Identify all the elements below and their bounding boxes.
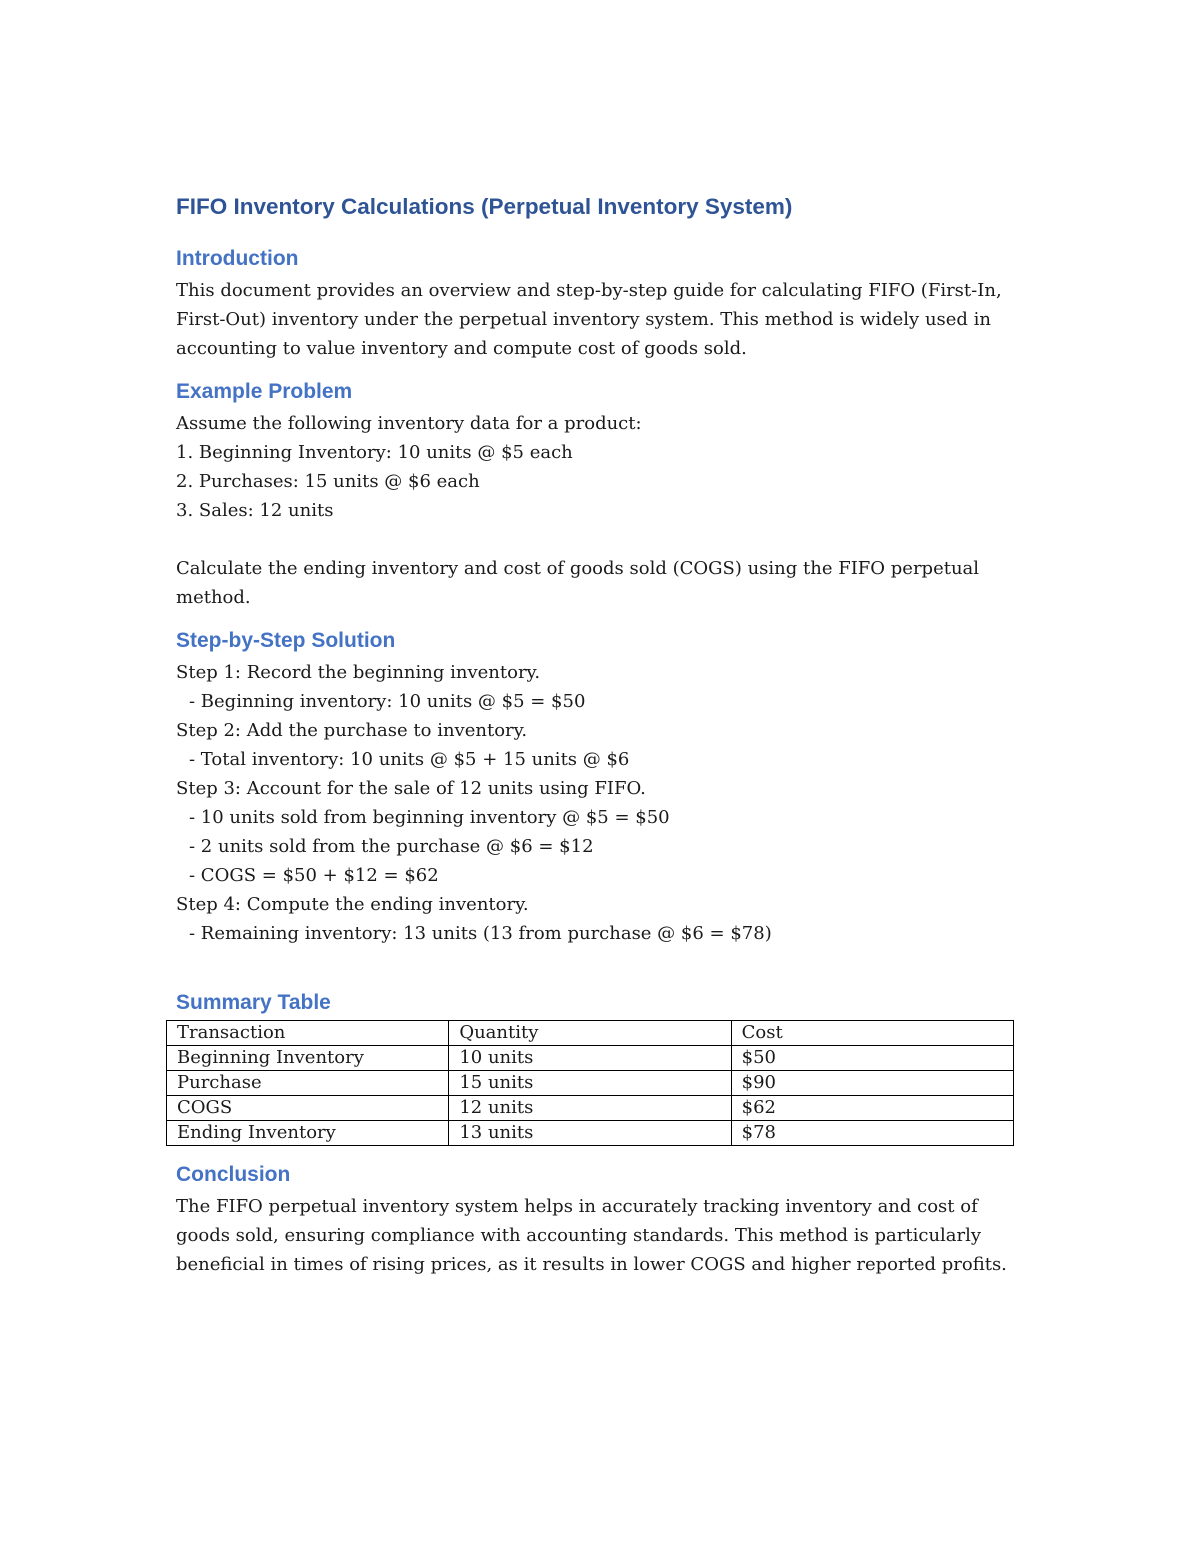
conclusion-line: The FIFO perpetual inventory system helps in accurately tracking inventory and cost of (176, 1196, 978, 1217)
table-cell: 13 units (449, 1121, 731, 1146)
document-body (176, 188, 1016, 1279)
example-item: 2. Purchases: 15 units @ $6 each (176, 471, 480, 492)
table-row (167, 1096, 1014, 1121)
table-row (167, 1046, 1014, 1071)
introduction-line: This document provides an overview and step-by-step guide for calculating FIFO (First-In, (176, 280, 1002, 301)
table-cell: Beginning Inventory (167, 1046, 449, 1071)
step-4: Step 4: Compute the ending inventory. (176, 894, 529, 915)
step-4-detail: - Remaining inventory: 13 units (13 from purchase @ $6 = $78) (189, 923, 772, 944)
table-cell: $50 (731, 1046, 1013, 1071)
table-header-cell: Transaction (167, 1021, 449, 1046)
table-row (167, 1121, 1014, 1146)
table-cell: 12 units (449, 1096, 731, 1121)
introduction-line: First-Out) inventory under the perpetual inventory system. This method is widely used in (176, 309, 992, 330)
example-task-line: Calculate the ending inventory and cost of goods sold (COGS) using the FIFO perpetual (176, 558, 980, 579)
table-cell: $90 (731, 1071, 1013, 1096)
step-1: Step 1: Record the beginning inventory. (176, 662, 541, 683)
table-cell: Purchase (167, 1071, 449, 1096)
introduction-heading: Introduction (176, 247, 299, 270)
step-1-detail: - Beginning inventory: 10 units @ $5 = $50 (189, 691, 586, 712)
example-task-line: method. (176, 587, 251, 608)
table-cell: 10 units (449, 1046, 731, 1071)
table-row (167, 1071, 1014, 1096)
conclusion-line: beneficial in times of rising prices, as it results in lower COGS and higher reported profits. (176, 1254, 1007, 1275)
example-intro: Assume the following inventory data for a product: (176, 413, 642, 434)
spacer (176, 525, 1016, 554)
conclusion-line: goods sold, ensuring compliance with accounting standards. This method is particularly (176, 1225, 982, 1246)
table-header-row (167, 1021, 1014, 1046)
table-header-cell: Quantity (449, 1021, 731, 1046)
solution-heading: Step-by-Step Solution (176, 629, 396, 652)
table-cell: 15 units (449, 1071, 731, 1096)
table-cell: $62 (731, 1096, 1013, 1121)
step-3-detail: - 10 units sold from beginning inventory @ $5 = $50 (189, 807, 670, 828)
document-title: FIFO Inventory Calculations (Perpetual Inventory System) (176, 194, 793, 219)
conclusion-heading: Conclusion (176, 1163, 291, 1186)
example-item: 3. Sales: 12 units (176, 500, 334, 521)
step-3-detail: - 2 units sold from the purchase @ $6 = $12 (189, 836, 594, 857)
example-problem-heading: Example Problem (176, 380, 353, 403)
step-3: Step 3: Account for the sale of 12 units using FIFO. (176, 778, 646, 799)
introduction-line: accounting to value inventory and compute cost of goods sold. (176, 338, 747, 359)
summary-heading: Summary Table (176, 991, 331, 1014)
step-3-detail: - COGS = $50 + $12 = $62 (189, 865, 439, 886)
table-header-cell: Cost (731, 1021, 1013, 1046)
summary-table (166, 1020, 1014, 1146)
example-item: 1. Beginning Inventory: 10 units @ $5 each (176, 442, 573, 463)
table-cell: Ending Inventory (167, 1121, 449, 1146)
step-2: Step 2: Add the purchase to inventory. (176, 720, 528, 741)
step-2-detail: - Total inventory: 10 units @ $5 + 15 units @ $6 (189, 749, 630, 770)
table-cell: COGS (167, 1096, 449, 1121)
table-cell: $78 (731, 1121, 1013, 1146)
